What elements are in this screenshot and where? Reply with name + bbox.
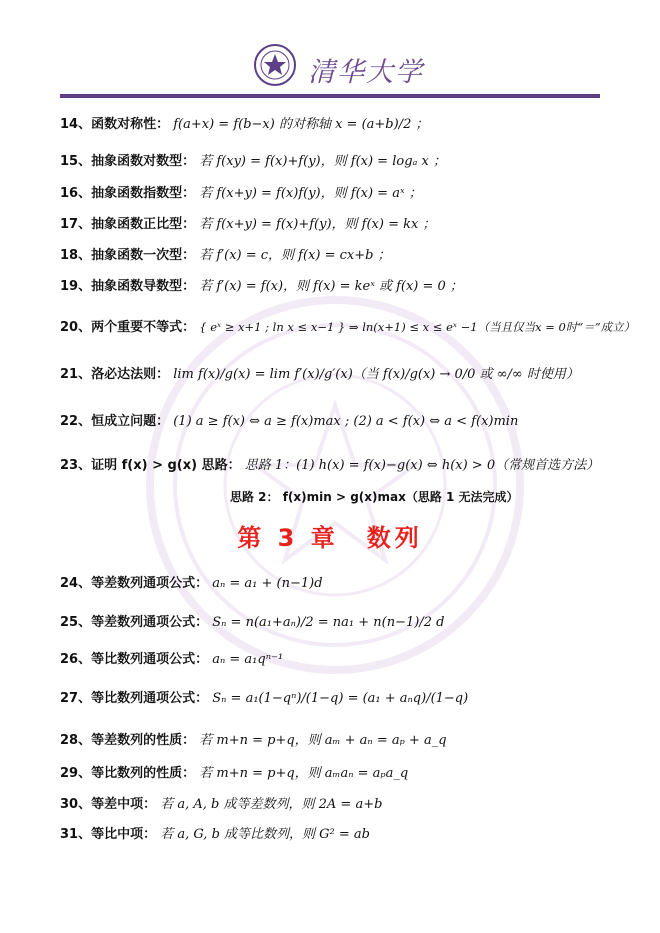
item-22 xyxy=(60,413,518,431)
item-formula: 若 f′(x) = c，则 f(x) = cx+b ； xyxy=(199,248,391,263)
item-label: 23、证明 f(x) > g(x) 思路： xyxy=(60,458,241,473)
item-formula: 若 m+n = p+q，则 aₘ + aₙ = aₚ + a_q xyxy=(199,733,447,748)
item-label: 16、抽象函数指数型： xyxy=(60,186,196,201)
item-25 xyxy=(60,614,444,632)
item-label: 31、等比中项： xyxy=(60,827,157,842)
item-label: 17、抽象函数正比型： xyxy=(60,217,196,232)
item-16 xyxy=(60,185,422,203)
item-14 xyxy=(60,116,428,134)
item-label: 18、抽象函数一次型： xyxy=(60,248,196,263)
item-18 xyxy=(60,247,391,265)
item-17 xyxy=(60,216,435,234)
item-label: 21、洛必达法则： xyxy=(60,367,170,382)
item-31 xyxy=(60,826,370,844)
item-formula: 若 a, A, b 成等差数列，则 2A = a+b xyxy=(160,797,383,812)
item-formula: (1) a ≥ f(x) ⇔ a ≥ f(x)max ; (2) a < f(x) ⇔ a < f(x)min xyxy=(173,414,519,429)
item-formula: Sₙ = n(a₁+aₙ)/2 = na₁ + n(n−1)/2 d xyxy=(212,615,445,630)
item-29 xyxy=(60,765,408,783)
item-30 xyxy=(60,796,382,814)
item-formula: aₙ = a₁ + (n−1)d xyxy=(212,576,323,591)
item-label: 25、等差数列通项公式： xyxy=(60,615,209,630)
item-label: 22、恒成立问题： xyxy=(60,414,170,429)
brand-text: 清华大学 xyxy=(308,57,424,88)
page-header xyxy=(0,0,660,100)
item-24 xyxy=(60,575,323,593)
item-label: 29、等比数列的性质： xyxy=(60,766,196,781)
item-formula: 思路 2： f(x)min > g(x)max（思路 1 无法完成） xyxy=(230,490,519,504)
item-label: 30、等差中项： xyxy=(60,797,157,812)
header-rule xyxy=(60,94,600,98)
item-formula: { eˣ ≥ x+1 ; ln x ≤ x−1 } ⇒ ln(x+1) ≤ x ≤ eˣ −1（当且仅当x = 0时“＝”成立） xyxy=(199,320,636,334)
item-19 xyxy=(60,278,463,296)
item-formula: f(a+x) = f(b−x) 的对称轴 x = (a+b)/2 ； xyxy=(173,117,429,132)
item-label: 14、函数对称性： xyxy=(60,117,170,132)
tsinghua-seal-icon xyxy=(253,43,297,87)
item-formula: Sₙ = a₁(1−qⁿ)/(1−q) = (a₁ + aₙq)/(1−q) xyxy=(212,691,469,706)
item-formula: 若 f(x+y) = f(x)f(y)，则 f(x) = aˣ ； xyxy=(199,186,422,201)
item-formula: 若 m+n = p+q，则 aₘaₙ = aₚa_q xyxy=(199,766,409,781)
item-26 xyxy=(60,651,283,669)
item-formula: 若 f(x+y) = f(x)+f(y)，则 f(x) = kx ； xyxy=(199,217,436,232)
item-formula: 若 f(xy) = f(x)+f(y)，则 f(x) = logₐ x ； xyxy=(199,154,446,169)
item-label: 24、等差数列通项公式： xyxy=(60,576,209,591)
item-20 xyxy=(60,318,635,337)
item-label: 26、等比数列通项公式： xyxy=(60,652,209,667)
item-28 xyxy=(60,732,447,750)
item-label: 28、等差数列的性质： xyxy=(60,733,196,748)
item-label: 20、两个重要不等式： xyxy=(60,320,196,335)
item-formula: aₙ = a₁qⁿ⁻¹ xyxy=(212,652,284,667)
item-formula: 思路 1：(1) h(x) = f(x)−g(x) ⇔ h(x) > 0（常规首选方法） xyxy=(244,458,600,473)
chapter-title: 第 3 章 数列 xyxy=(237,524,423,552)
item-23-approach-2 xyxy=(230,488,519,507)
item-formula: 若 a, G, b 成等比数列，则 G² = ab xyxy=(160,827,370,842)
item-label: 15、抽象函数对数型： xyxy=(60,154,196,169)
item-27 xyxy=(60,690,468,708)
item-label: 27、等比数列通项公式： xyxy=(60,691,209,706)
item-21 xyxy=(60,366,579,384)
item-label: 19、抽象函数导数型： xyxy=(60,279,196,294)
item-15 xyxy=(60,153,446,171)
item-formula: 若 f′(x) = f(x)，则 f(x) = keˣ 或 f(x) = 0 ； xyxy=(199,279,463,294)
item-formula: lim f(x)/g(x) = lim f′(x)/g′(x)（当 f(x)/g(x) → 0/0 或 ∞/∞ 时使用） xyxy=(173,367,579,382)
item-23 xyxy=(60,457,599,475)
